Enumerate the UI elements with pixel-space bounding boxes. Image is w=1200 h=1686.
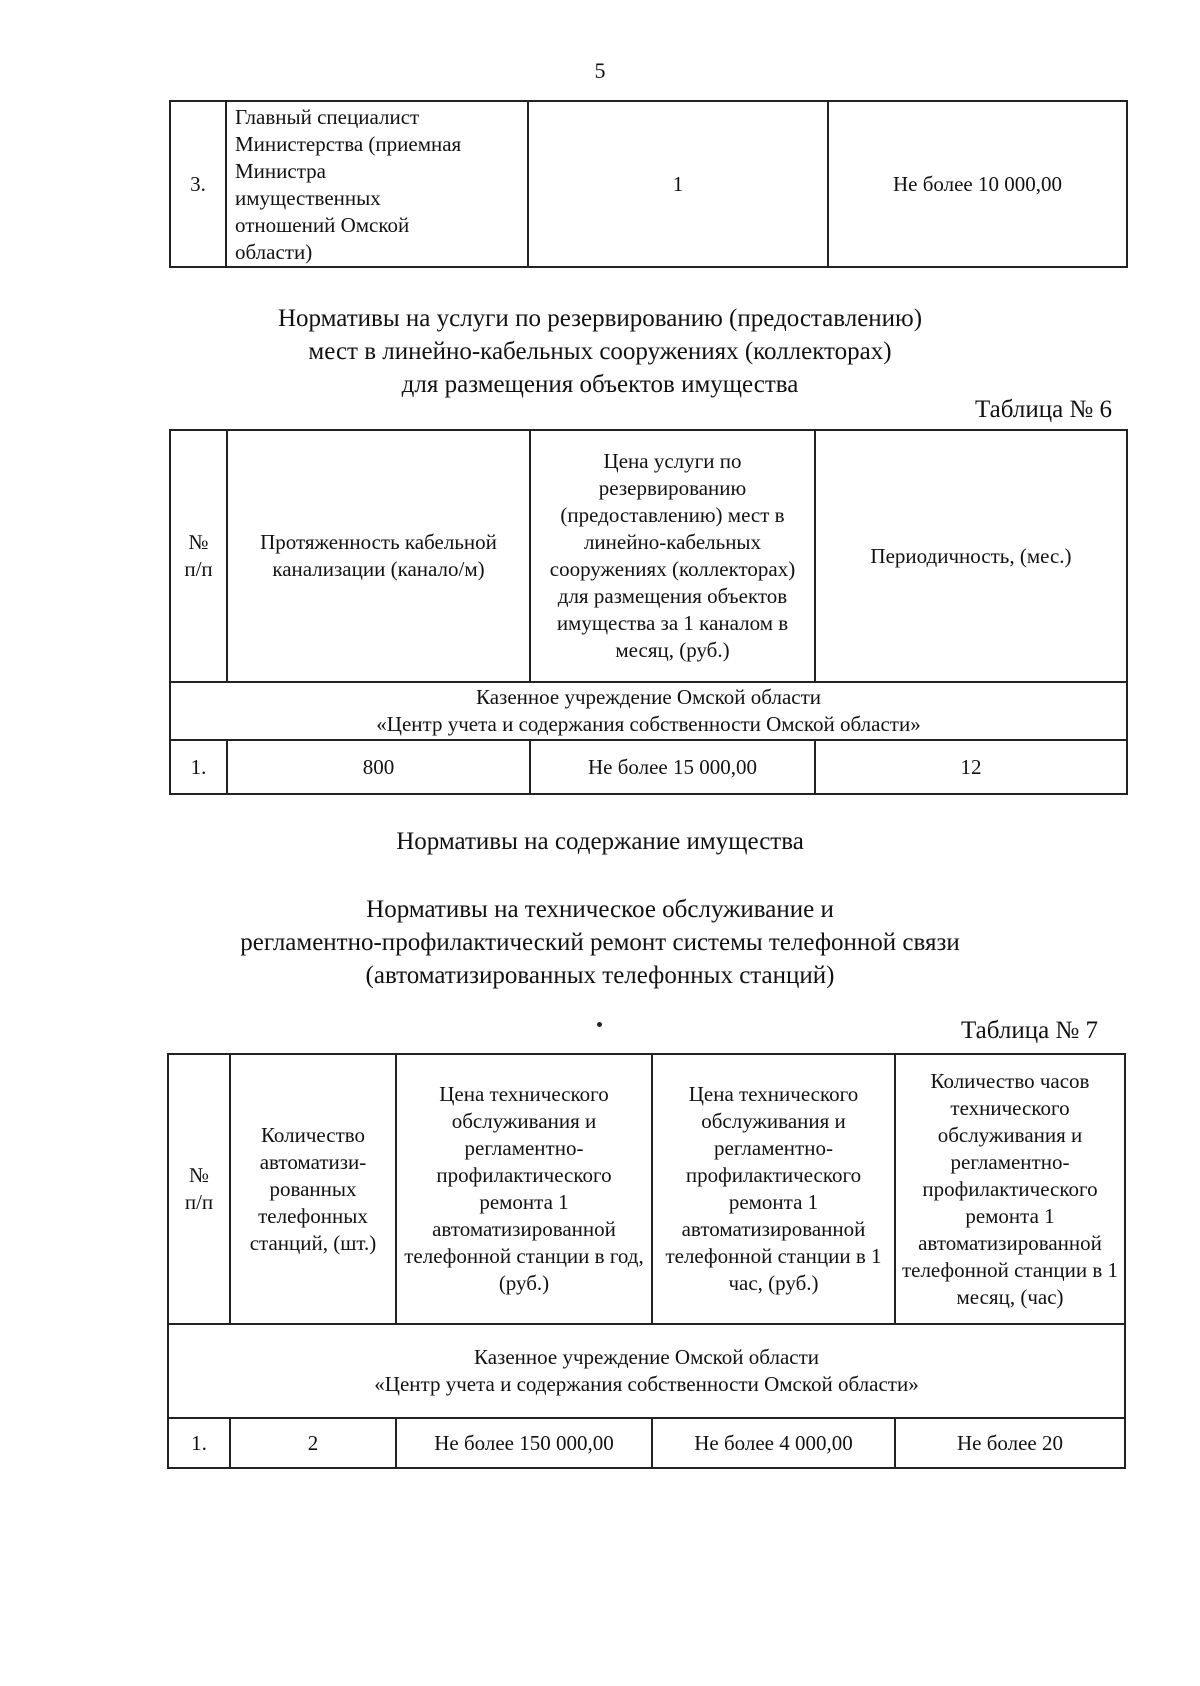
header-price: Цена услуги по резервированию (предоставлению) мест в линейно-кабельных сооружениях (коллекторах) для размещения объектов имущества за 1 каналом в месяц, (руб.): [530, 430, 815, 682]
heading-line: Нормативы на услуги по резервированию (предоставлению): [277, 305, 923, 332]
price-hour-cell: Не более 4 000,00: [652, 1418, 895, 1468]
org-line: Казенное учреждение Омской области: [475, 685, 821, 709]
org-line: «Центр учета и содержания собственности Омской области»: [374, 1372, 919, 1396]
section7-heading: [0, 893, 1200, 992]
heading-line: Нормативы на техническое обслуживание и: [366, 896, 834, 923]
header-hours: Количество часов технического обслуживания и регламентно-профилактического ремонта 1 автоматизированной телефонной станции в 1 месяц, (час): [895, 1054, 1125, 1324]
org-row: [168, 1324, 1125, 1418]
org-line: «Центр учета и содержания собственности Омской области»: [376, 712, 921, 736]
period-cell: 12: [815, 740, 1127, 794]
row-number: 3.: [170, 101, 226, 267]
stray-dot: [597, 1022, 602, 1027]
heading-line: регламентно-профилактический ремонт системы телефонной связи: [240, 929, 960, 956]
position-line: имущественных: [235, 186, 381, 210]
table-header-row: [168, 1054, 1125, 1324]
org-cell: [168, 1324, 1125, 1418]
heading-line: (автоматизированных телефонных станций): [365, 962, 835, 989]
position-line: Главный специалист: [235, 105, 420, 129]
table-row: [168, 1418, 1125, 1468]
table-6: [169, 429, 1128, 795]
header-price-year: Цена технического обслуживания и регламентно-профилактического ремонта 1 автоматизированной телефонной станции в год, (руб.): [396, 1054, 652, 1324]
count-cell: 2: [230, 1418, 396, 1468]
position-cell: [226, 101, 528, 267]
header-length: Протяженность кабельной канализации (канало/м): [227, 430, 530, 682]
header-num: № п/п: [168, 1054, 230, 1324]
page-number: 5: [594, 58, 606, 83]
row-number: 1.: [170, 740, 227, 794]
position-line: Министерства (приемная: [235, 132, 462, 156]
header-price-hour: Цена технического обслуживания и регламентно-профилактического ремонта 1 автоматизированной телефонной станции в 1 час, (руб.): [652, 1054, 895, 1324]
maintenance-title: Нормативы на содержание имущества: [396, 828, 804, 855]
row-number: 1.: [168, 1418, 230, 1468]
table-row: [170, 740, 1127, 794]
org-line: Казенное учреждение Омской области: [473, 1345, 819, 1369]
header-count: Количество автоматизи-рованных телефонных станций, (шт.): [230, 1054, 396, 1324]
heading-line: для размещения объектов имущества: [401, 371, 799, 398]
hours-cell: Не более 20: [895, 1418, 1125, 1468]
price-cell: Не более 10 000,00: [828, 101, 1127, 267]
table-7: [167, 1053, 1126, 1469]
heading-line: мест в линейно-кабельных сооружениях (коллекторах): [308, 338, 892, 365]
section6-heading: [0, 302, 1200, 401]
table6-label: Таблица № 6: [975, 396, 1113, 423]
position-line: области): [235, 240, 313, 264]
org-cell: [170, 682, 1127, 740]
org-row: [170, 682, 1127, 740]
top-table: [169, 100, 1128, 268]
price-year-cell: Не более 150 000,00: [396, 1418, 652, 1468]
quantity-cell: 1: [528, 101, 828, 267]
header-num: № п/п: [170, 430, 227, 682]
length-cell: 800: [227, 740, 530, 794]
price-cell: Не более 15 000,00: [530, 740, 815, 794]
table7-label: Таблица № 7: [961, 1017, 1099, 1044]
position-line: Министра: [235, 159, 326, 183]
table-header-row: [170, 430, 1127, 682]
table-row: [170, 101, 1127, 267]
position-line: отношений Омской: [235, 213, 410, 237]
header-period: Периодичность, (мес.): [815, 430, 1127, 682]
